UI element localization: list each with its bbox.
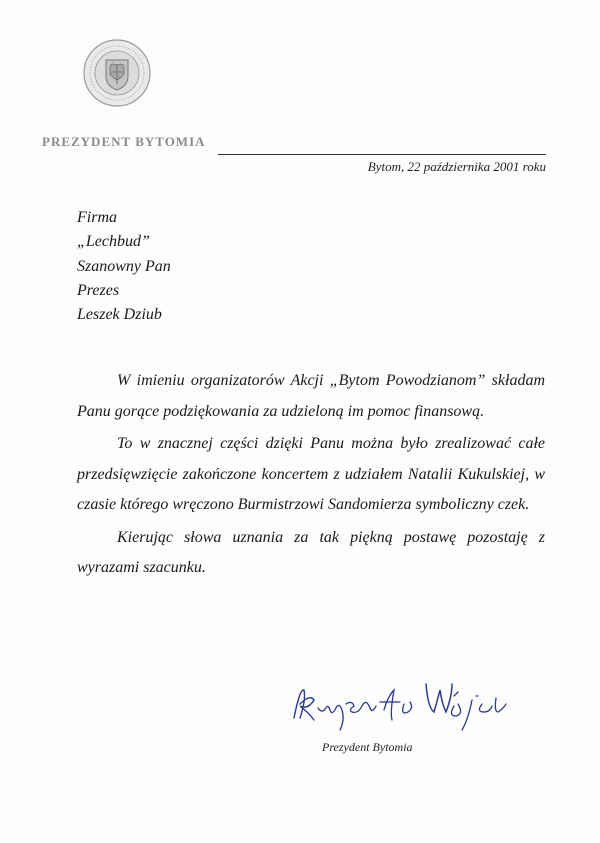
body-paragraph: W imieniu organizatorów Akcji „Bytom Powodzianom” składam Panu gorące podziękowania za udzieloną im pomoc finansową. bbox=[77, 372, 545, 420]
address-line: Prezes bbox=[77, 281, 120, 299]
address-line: Firma bbox=[77, 209, 117, 226]
body-paragraph: To w znacznej części dzięki Panu można było zrealizować całe przedsięwzięcie zakończone koncertem z udziałem Natalii Kukulskiej, w czasie którego wręczono Burmistrzowi Sandomierza symboliczny czek. bbox=[77, 435, 545, 513]
letter-date: Bytom, 22 października 2001 roku bbox=[367, 159, 546, 174]
city-seal-icon bbox=[82, 38, 152, 108]
recipient-address bbox=[77, 206, 171, 327]
letter-body bbox=[77, 366, 545, 584]
handwritten-signature bbox=[286, 674, 526, 736]
org-name: PREZYDENT BYTOMIA bbox=[42, 134, 206, 149]
address-line: Szanowny Pan bbox=[77, 257, 171, 275]
address-line: „Lechbud” bbox=[77, 233, 150, 251]
signature-caption: Prezydent Bytomia bbox=[322, 740, 413, 754]
address-line: Leszek Dziub bbox=[77, 306, 162, 324]
header-divider bbox=[218, 154, 546, 155]
body-paragraph: Kierując słowa uznania za tak piękną postawę pozostaję z wyrazami szacunku. bbox=[77, 528, 545, 576]
